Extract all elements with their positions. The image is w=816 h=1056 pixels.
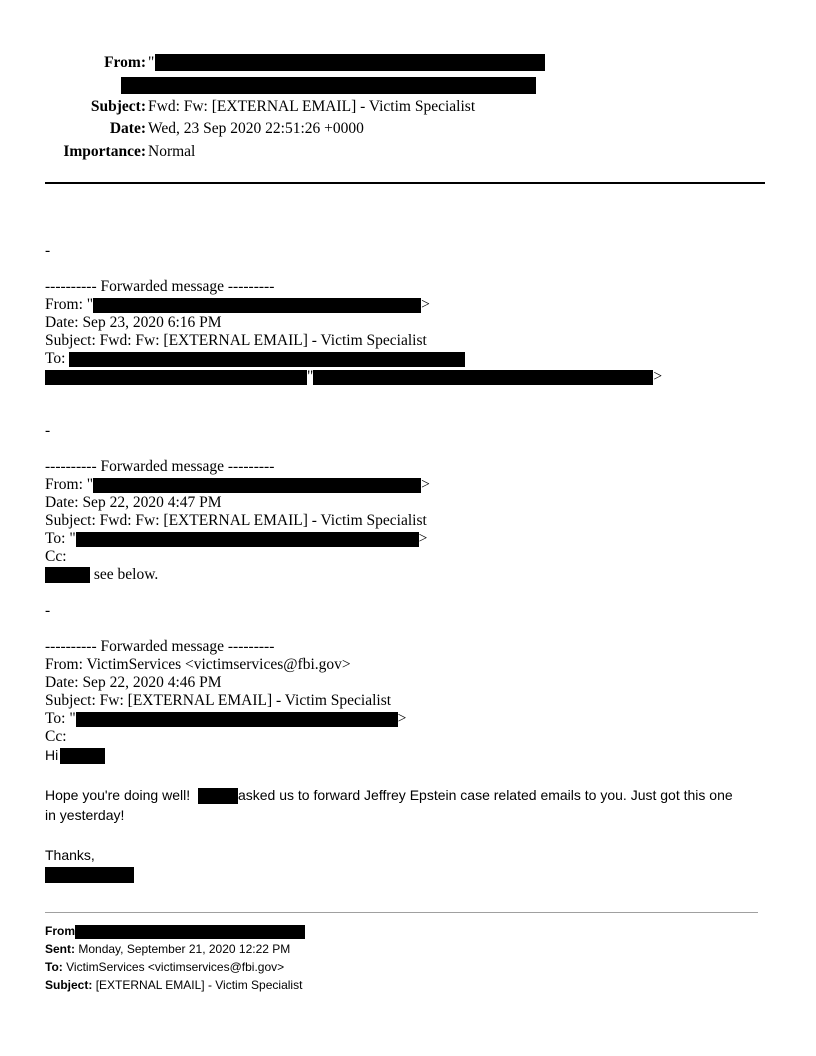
close-bracket: > [418,530,428,547]
quote-mark: " [307,368,314,385]
forward-subject: Subject: Fwd: Fw: [EXTERNAL EMAIL] - Victim Specialist [45,512,427,529]
forward-to [45,350,465,368]
to-text: To: [45,350,66,367]
sent-label: Sent: [45,942,75,956]
redaction-block [60,748,105,764]
subject-value: [EXTERNAL EMAIL] - Victim Specialist [95,978,303,992]
forward-from [45,296,430,314]
from-quote: " [148,54,155,71]
redaction-block [313,370,653,385]
date-label: Date: [109,120,146,137]
forward-from [45,476,430,494]
body-line-1 [45,786,733,804]
redaction-block [93,478,421,493]
forward-subject: Subject: Fw: [EXTERNAL EMAIL] - Victim Specialist [45,692,392,709]
redaction-block [45,567,90,583]
forward-from: From: VictimServices <victimservices@fbi.gov> [45,656,351,673]
subject-value: Fwd: Fw: [EXTERNAL EMAIL] - Victim Specialist [148,98,476,115]
close-bracket: > [653,368,663,385]
importance-value: Normal [148,143,196,160]
redaction-block [45,370,307,385]
forward-date: Date: Sep 22, 2020 4:47 PM [45,494,222,511]
forward-to-cont [45,368,662,386]
forward-subject: Subject: Fwd: Fw: [EXTERNAL EMAIL] - Victim Specialist [45,332,427,349]
dash-line: - [45,602,51,619]
date-value: Wed, 23 Sep 2020 22:51:26 +0000 [148,120,364,137]
original-subject [45,976,302,994]
body-text: Hope you're doing well! [45,787,191,803]
dash-line: - [45,242,51,259]
body-line-2: in yesterday! [45,807,125,823]
dash-line: - [45,422,51,439]
redaction-block [75,925,305,939]
importance-label: Importance: [63,143,146,160]
forward-date: Date: Sep 23, 2020 6:16 PM [45,314,222,331]
redaction-block [198,788,238,804]
to-label: To: [45,960,63,974]
original-sent [45,940,290,958]
close-bracket: > [421,296,430,313]
body-text: asked us to forward Jeffrey Epstein case related emails to you. Just got this one [237,787,733,803]
forward-to [45,710,406,728]
from-label: From [45,924,75,938]
original-from [45,922,305,940]
forward-separator: ---------- Forwarded message --------- [45,278,275,295]
redaction-block [69,352,465,367]
to-value: VictimServices <victimservices@fbi.gov> [66,960,285,974]
subject-label: Subject: [90,98,146,115]
from-label: From: [104,54,146,71]
forward-cc: Cc: [45,548,67,565]
forward-cc: Cc: [45,728,67,745]
from-text: From: " [45,296,94,313]
redaction-block [93,298,421,313]
close-bracket: > [397,710,407,727]
greeting [45,746,105,764]
forward-to [45,530,427,548]
forward-separator: ---------- Forwarded message --------- [45,638,275,655]
original-divider [45,912,758,913]
to-text: To: " [45,530,76,547]
forward-body [45,566,158,584]
subject-label: Subject: [45,978,93,992]
body-text: see below. [93,566,159,583]
forward-separator: ---------- Forwarded message --------- [45,458,275,475]
redaction-block [76,712,398,727]
original-to [45,958,284,976]
forward-date: Date: Sep 22, 2020 4:46 PM [45,674,222,691]
from-text: From: " [45,476,94,493]
to-text: To: " [45,710,76,727]
sign-off: Thanks, [45,847,95,863]
sent-value: Monday, September 21, 2020 12:22 PM [78,942,291,956]
redaction-block [45,867,134,883]
redaction-block [76,532,419,547]
header-divider [45,182,765,184]
redaction-block [121,77,536,94]
greeting-text: Hi [45,747,59,763]
redaction-block [155,54,545,71]
close-bracket: > [421,476,430,493]
